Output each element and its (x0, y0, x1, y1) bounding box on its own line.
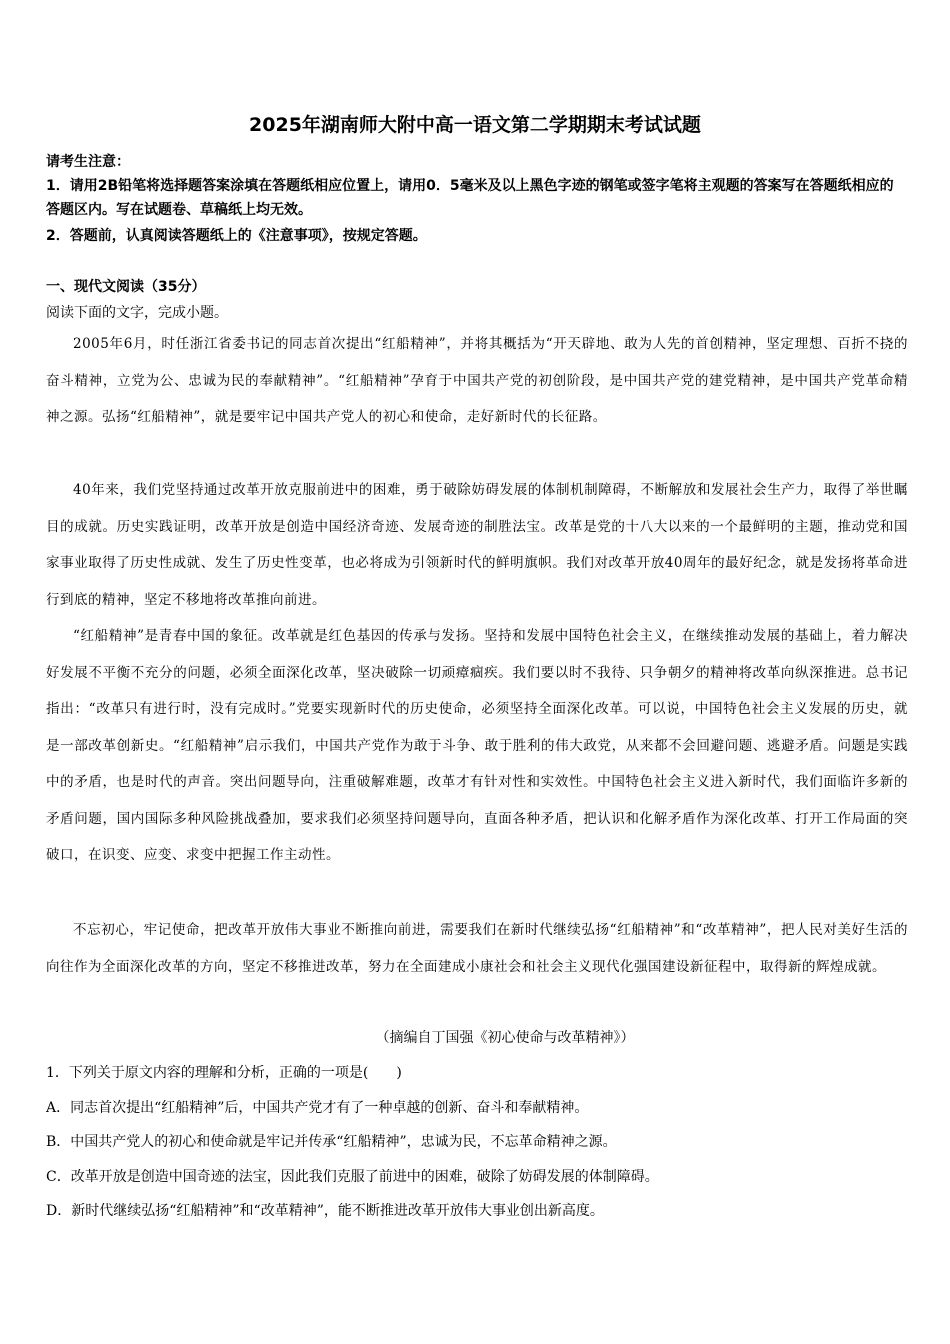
passage-paragraph-4: 不忘初心，牢记使命，把改革开放伟大事业不断推向前进，需要我们在新时代继续弘扬“红船精神”和“改革精神”，把人民对美好生活的向往作为全面深化改革的方向，坚定不移推进改革，努力在全面建成小康社会和社会主义现代化强国建设新征程中，取得新的辉煌成就。 (46, 922, 908, 975)
question-1-option-d[interactable]: D．新时代继续弘扬“红船精神”和“改革精神”，能不断推进改革开放伟大事业创出新高度。 (46, 1203, 604, 1219)
question-1-option-c[interactable]: C．改革开放是创造中国奇迹的法宝，因此我们克服了前进中的困难，破除了妨碍发展的体制障碍。 (46, 1169, 659, 1185)
reading-instruction: 阅读下面的文字，完成小题。 (46, 305, 228, 321)
passage-paragraph-1: 2005年6月，时任浙江省委书记的同志首次提出“红船精神”，并将其概括为“开天辟地、敢为人先的首创精神，坚定理想、百折不挠的奋斗精神，立党为公、忠诚为民的奉献精神”。“红船精神”孕育于中国共产党的初创阶段，是中国共产党的建党精神，是中国共产党革命精神之源。弘扬“红船精神”，就是要牢记中国共产党人的初心和使命，走好新时代的长征路。 (46, 336, 908, 425)
question-1-option-a[interactable]: A．同志首次提出“红船精神”后，中国共产党才有了一种卓越的创新、奋斗和奉献精神。 (46, 1100, 589, 1116)
section-heading: 一、现代文阅读（35分） (46, 279, 206, 295)
question-1-stem: 1．下列关于原文内容的理解和分析，正确的一项是( ) (46, 1065, 402, 1081)
notice-heading: 请考生注意： (46, 154, 130, 170)
notice-item-1: 1．请用2B铅笔将选择题答案涂填在答题纸相应位置上，请用0．5毫米及以上黑色字迹的钢笔或签字笔将主观题的答案写在答题纸相应的答题区内。写在试题卷、草稿纸上均无效。 (46, 178, 894, 218)
exam-title: 2025年湖南师大附中高一语文第二学期期末考试试题 (249, 114, 701, 136)
notice-item-2: 2．答题前，认真阅读答题纸上的《注意事项》，按规定答题。 (46, 228, 427, 244)
passage-source: （摘编自丁国强《初心使命与改革精神》） (375, 1030, 635, 1046)
question-1-option-b[interactable]: B．中国共产党人的初心和使命就是牢记并传承“红船精神”，忠诚为民，不忘革命精神之源。 (46, 1134, 617, 1150)
passage-paragraph-2: 40年来，我们党坚持通过改革开放克服前进中的困难，勇于破除妨碍发展的体制机制障碍，不断解放和发展社会生产力，取得了举世瞩目的成就。历史实践证明，改革开放是创造中国经济奇迹、发展奇迹的制胜法宝。改革是党的十八大以来的一个最鲜明的主题，推动党和国家事业取得了历史性成就、发生了历史性变革，也必将成为引领新时代的鲜明旗帜。我们对改革开放40周年的最好纪念，就是发扬将革命进行到底的精神，坚定不移地将改革推向前进。 (46, 482, 908, 608)
passage-paragraph-3: “红船精神”是青春中国的象征。改革就是红色基因的传承与发扬。坚持和发展中国特色社会主义，在继续推动发展的基础上，着力解决好发展不平衡不充分的问题，必须全面深化改革，坚决破除一切顽瘴痼疾。我们要以时不我待、只争朝夕的精神将改革向纵深推进。总书记指出：“改革只有进行时，没有完成时。”党要实现新时代的历史使命，必须坚持全面深化改革。可以说，中国特色社会主义发展的历史，就是一部改革创新史。“红船精神”启示我们，中国共产党作为敢于斗争、敢于胜利的伟大政党，从来都不会回避问题、逃避矛盾。问题是实践中的矛盾，也是时代的声音。突出问题导向，注重破解难题，改革才有针对性和实效性。中国特色社会主义进入新时代，我们面临许多新的矛盾问题，国内国际多种风险挑战叠加，要求我们必须坚持问题导向，直面各种矛盾，把认识和化解矛盾作为深化改革、打开工作局面的突破口，在识变、应变、求变中把握工作主动性。 (46, 628, 908, 863)
